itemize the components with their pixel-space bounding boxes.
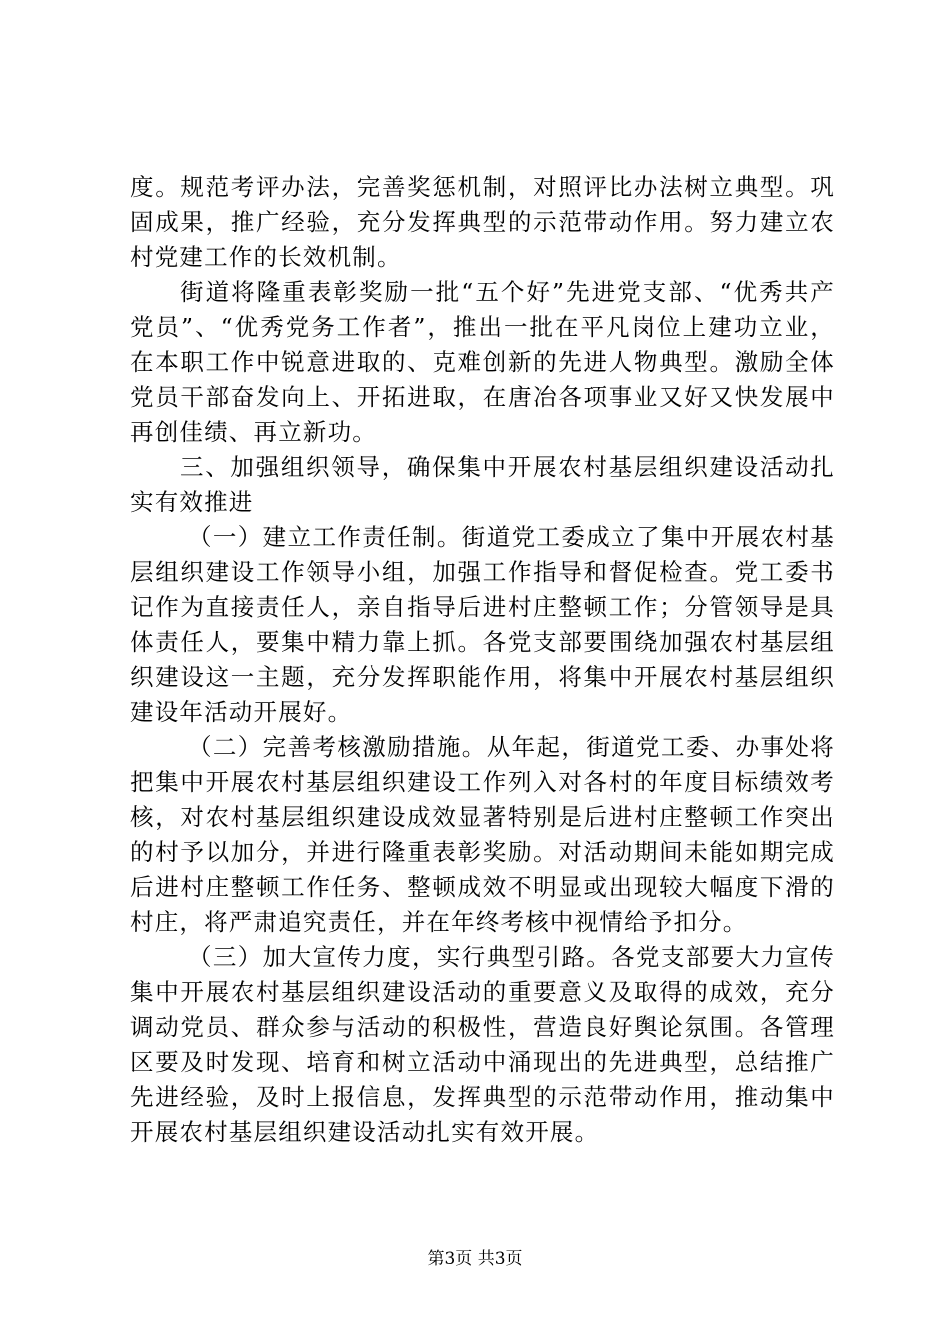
document-body [130,170,835,1150]
paragraph-commendation: 街道将隆重表彰奖励一批“五个好”先进党支部、“优秀共产党员”、“优秀党务工作者”，推出一批在平凡岗位上建功立业，在本职工作中锐意进取的、克难创新的先进人物典型。激励全体党员干部奋发向上、开拓进取，在唐冶各项事业又好又快发展中再创佳绩、再立新功。 [130,278,835,446]
paragraph-item-2: （二）完善考核激励措施。从年起，街道党工委、办事处将把集中开展农村基层组织建设工作列入对各村的年度目标绩效考核，对农村基层组织建设成效显著特别是后进村庄整顿工作突出的村予以加分，并进行隆重表彰奖励。对活动期间未能如期完成后进村庄整顿工作任务、整顿成效不明显或出现较大幅度下滑的村庄，将严肃追究责任，并在年终考核中视情给予扣分。 [130,733,835,936]
paragraph-item-3: （三）加大宣传力度，实行典型引路。各党支部要大力宣传集中开展农村基层组织建设活动的重要意义及取得的成效，充分调动党员、群众参与活动的积极性，营造良好舆论氛围。各管理区要及时发现、培育和树立活动中涌现出的先进典型，总结推广先进经验，及时上报信息，发挥典型的示范带动作用，推动集中开展农村基层组织建设活动扎实有效开展。 [130,943,835,1146]
paragraph-item-1: （一）建立工作责任制。街道党工委成立了集中开展农村基层组织建设工作领导小组，加强工作指导和督促检查。党工委书记作为直接责任人，亲自指导后进村庄整顿工作；分管领导是具体责任人，要集中精力靠上抓。各党支部要围绕加强农村基层组织建设这一主题，充分发挥职能作用，将集中开展农村基层组织建设年活动开展好。 [130,523,835,726]
section-heading: 三、加强组织领导，确保集中开展农村基层组织建设活动扎实有效推进 [130,453,835,516]
paragraph-continuation: 度。规范考评办法，完善奖惩机制，对照评比办法树立典型。巩固成果，推广经验，充分发挥典型的示范带动作用。努力建立农村党建工作的长效机制。 [130,173,835,271]
page-number-footer: 第3页 共3页 [427,1249,523,1269]
